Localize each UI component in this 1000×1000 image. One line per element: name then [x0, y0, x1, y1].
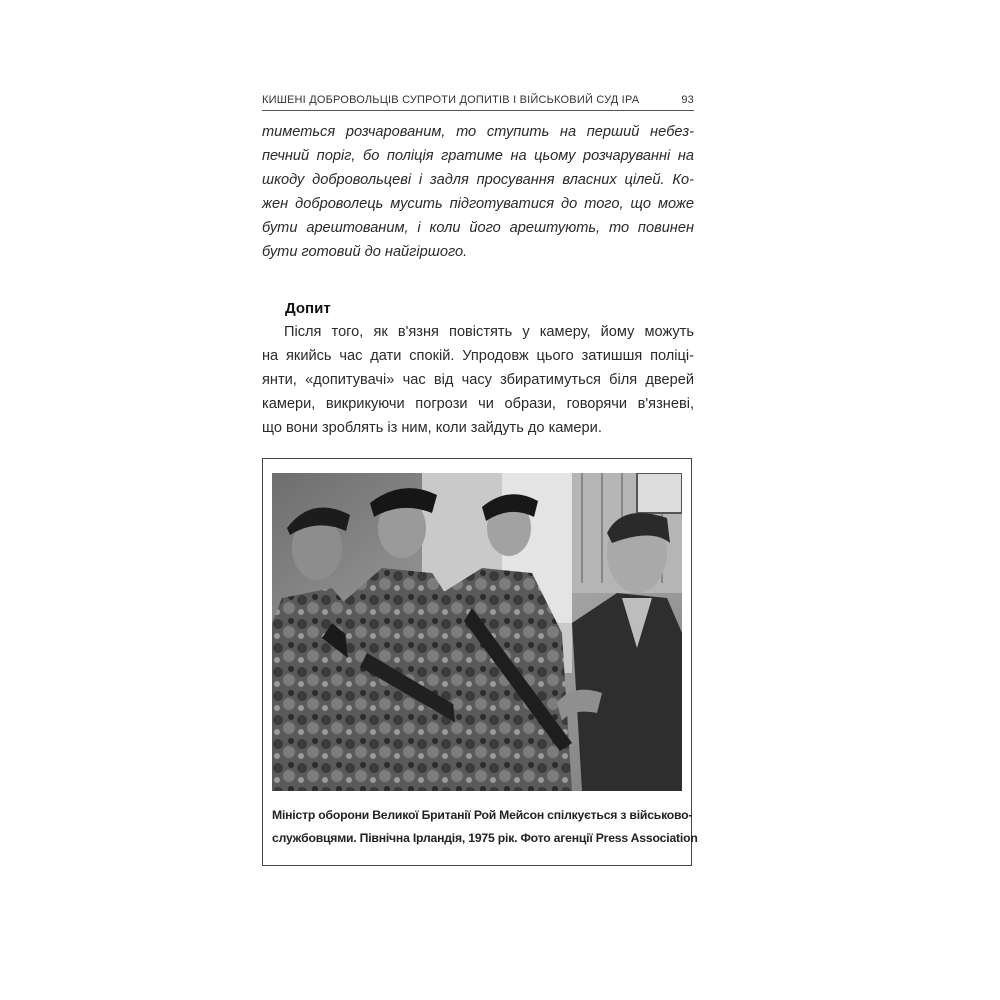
caption-line: Міністр оборони Великої Британії Рой Мейсон спілкується з військово- [272, 808, 693, 822]
text-line: бути арештованим, і коли його арештують, то повинен [262, 220, 694, 236]
text-line: що вони зроблять із ним, коли зайдуть до камери. [262, 420, 602, 436]
text-line: шкоду добровольцеві і задля просування власних цілей. Ко- [262, 172, 694, 188]
figure-caption [272, 804, 698, 850]
text-line: камери, викрикуючи погрози чи образи, говорячи в'язневі, [262, 396, 694, 412]
text-line: янти, «допитувачі» час від часу збиратимуться біля дверей [262, 372, 694, 388]
text-line: на якийсь час дати спокій. Упродовж цього затишшя поліці- [262, 348, 694, 364]
running-title: КИШЕНІ ДОБРОВОЛЬЦІВ СУПРОТИ ДОПИТІВ І ВІЙСЬКОВИЙ СУД ІРА [262, 94, 640, 106]
text-line: жен доброволець мусить підготуватися до того, що може [262, 196, 694, 212]
section-heading: Допит [285, 300, 331, 317]
page-number: 93 [681, 94, 694, 106]
paragraph-continued [262, 120, 694, 264]
text-line: печний поріг, бо поліція гратиме на цьому розчаруванні на [262, 148, 694, 164]
photograph [272, 473, 682, 791]
text-line: тиметься розчарованим, то ступить на перший небез- [262, 124, 694, 140]
running-head [262, 94, 694, 106]
section-paragraph [262, 320, 694, 440]
text-line: Після того, як в'язня повістять у камеру, йому можуть [284, 324, 694, 340]
caption-line: службовцями. Північна Ірландія, 1975 рік. Фото агенції Press Association [272, 831, 698, 845]
text-line: бути готовий до найгіршого. [262, 244, 468, 260]
photo-illustration [272, 473, 682, 791]
header-rule [262, 110, 694, 111]
